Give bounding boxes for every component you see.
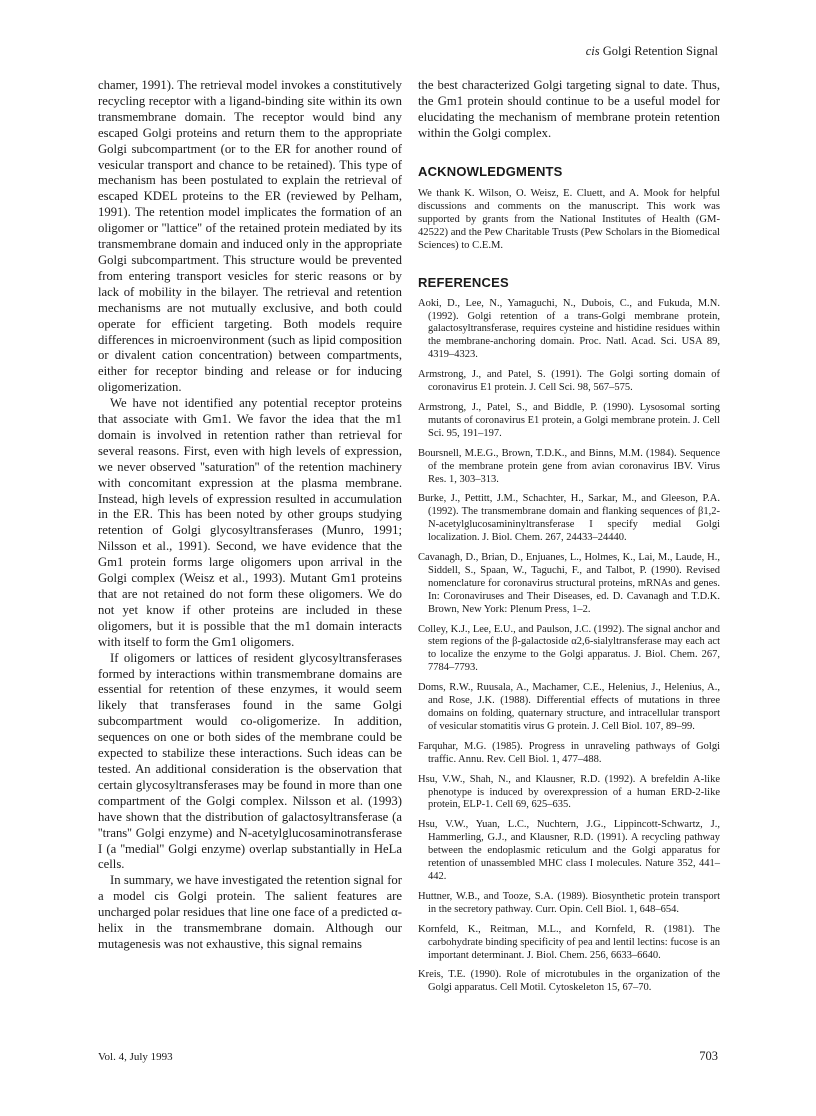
reference-item: Hsu, V.W., Shah, N., and Klausner, R.D. (1992). A brefeldin A-like phenotype is induced by overexpression of a human ERD-2-like protein, ELP-1. Cell 69, 625–635. (418, 773, 720, 811)
body-paragraph: chamer, 1991). The retrieval model invokes a constitutively recycling receptor with a ligand-binding site within its own transmembrane domain. The receptor would bind any escaped Golgi proteins and return them to the appropriate Golgi subcompartment (or to the ER for another round of vesicular transport and chance to be retained). This type of mechanism has been postulated to explain the retrieval of escaped KDEL proteins to the ER (reviewed by Pelham, 1991). The retention model implicates the formation of an oligomer or ''lattice'' of the retained protein mediated by its transmembrane domain and induced only in the appropriate Golgi subcompartment. This structure would be prevented from entering transport vesicles for steric reasons or by lack of mobility in the bilayer. The retrieval and retention mechanisms are not mutually exclusive, and both could operate for efficient targeting. Both models require differences in microenvironment (such as lipid composition or divalent cation concentration) between compartments, either for receptor binding and release or for inducing oligomerization. (98, 78, 402, 395)
reference-item: Farquhar, M.G. (1985). Progress in unraveling pathways of Golgi traffic. Annu. Rev. Cell Biol. 1, 477–488. (418, 740, 720, 765)
body-paragraph: We have not identified any potential receptor proteins that associate with Gm1. We favor the idea that the m1 domain is involved in retention rather than retrieval for several reasons. First, even with high levels of expression, we never observed ''saturation'' of the retention machinery with concomitant expression at the plasma membrane. Instead, high levels of expression resulted in accumulation in the ER. This has been noted by other groups studying retention of Golgi glycosyltransferases (Munro, 1991; Nilsson et al., 1991). Second, we have evidence that the Gm1 protein forms large oligomers upon arrival in the Golgi complex (Weisz et al., 1993). Mutant Gm1 proteins that are not retained do not form these oligomers. We do not yet know if other proteins are included in these oligomers, but it is possible that the m1 domain interacts with itself to form the Gm1 oligomers. (98, 396, 402, 649)
acknowledgments-heading: ACKNOWLEDGMENTS (418, 163, 563, 179)
acknowledgments-text: We thank K. Wilson, O. Weisz, E. Cluett, and A. Mook for helpful discussions and comments on the manuscript. This work was supported by grants from the National Institutes of Health (GM-42522) and the Pew Charitable Trusts (Pew Scholars in the Biomedical Sciences) to C.E.M. (418, 187, 720, 252)
body-paragraph-continued: the best characterized Golgi targeting signal to date. Thus, the Gm1 protein should continue to be a useful model for elucidating the mechanism of membrane protein retention within the Golgi complex. (418, 78, 720, 140)
reference-item: Kreis, T.E. (1990). Role of microtubules in the organization of the Golgi apparatus. Cell Motil. Cytoskeleton 15, 67–70. (418, 969, 720, 994)
reference-item: Kornfeld, K., Reitman, M.L., and Kornfeld, R. (1981). The carbohydrate binding specificity of pea and lentil lectins: fucose is an important determinant. J. Biol. Chem. 256, 6633–6640. (418, 923, 720, 961)
reference-item: Armstrong, J., and Patel, S. (1991). The Golgi sorting domain of coronavirus E1 protein. J. Cell Sci. 98, 567–575. (418, 369, 720, 394)
reference-item: Burke, J., Pettitt, J.M., Schachter, H., Sarkar, M., and Gleeson, P.A. (1992). The transmembrane domain and flanking sequences of β1,2-N-acetylglucosamininyltransferase I specify medial Golgi localization. J. Biol. Chem. 267, 24433–24440. (418, 493, 720, 544)
reference-item: Hsu, V.W., Yuan, L.C., Nuchtern, J.G., Lippincott-Schwartz, J., Hammerling, G.J., and Klausner, R.D. (1991). A recycling pathway between the endoplasmic reticulum and the Golgi apparatus for retention of unassembled MHC class I molecules. Nature 352, 441–442. (418, 819, 720, 882)
page-number: 703 (699, 1049, 718, 1063)
reference-item: Cavanagh, D., Brian, D., Enjuanes, L., Holmes, K., Lai, M., Laude, H., Siddell, S., Spaan, W., Taguchi, F., and Talbot, P. (1990). Revised nomenclature for coronavirus structural proteins, mRNAs and genes. In: Coronaviruses and Their Diseases, ed. D. Cavanagh and T.D.K. Brown, New York: Plenum Press, 1–2. (418, 552, 720, 615)
reference-item: Boursnell, M.E.G., Brown, T.D.K., and Binns, M.M. (1984). Sequence of the membrane protein gene from avian coronavirus IBV. Virus Res. 1, 303–313. (418, 447, 720, 485)
reference-item: Doms, R.W., Ruusala, A., Machamer, C.E., Helenius, J., Helenius, A., and Rose, J.K. (1988). Differential effects of mutations in three domains on folding, quaternary structure, and intracellular transport of vesicular stomatitis virus G protein. J. Cell Biol. 107, 89–99. (418, 682, 720, 732)
reference-item: Aoki, D., Lee, N., Yamaguchi, N., Dubois, C., and Fukuda, M.N. (1992). Golgi retention of a trans-Golgi membrane protein, galactosyltransferase, requires cysteine and histidine residues within the membrane-anchoring domain. Proc. Natl. Acad. Sci. USA 89, 4319–4323. (418, 297, 720, 361)
running-head-text: Golgi Retention Signal (599, 44, 718, 58)
references-heading: REFERENCES (418, 274, 509, 290)
body-paragraph: If oligomers or lattices of resident glycosyltransferases formed by interactions within transmembrane domains are essential for retention of these enzymes, it would seem likely that transferases found in the same Golgi subcompartment would co-oligomerize. In addition, sequences on one or both sides of the membrane could be expected to stabilize these interactions. Such ideas can be tested. An additional consideration is the observation that certain glycosyltransferases may be found in more than one compartment of the Golgi complex. Nilsson et al. (1993) have shown that the distribution of galactosyltransferase (a ''trans'' Golgi enzyme) and N-acetylglucosaminotransferase I (a ''medial'' Golgi enzyme) overlap substantially in HeLa cells. (98, 650, 402, 872)
running-head (586, 44, 718, 59)
reference-item: Huttner, W.B., and Tooze, S.A. (1989). Biosynthetic protein transport in the secretory pathway. Curr. Opin. Cell Biol. 1, 648–654. (418, 890, 720, 915)
journal-volume-date: Vol. 4, July 1993 (98, 1051, 173, 1063)
reference-list (418, 298, 720, 996)
reference-item: Colley, K.J., Lee, E.U., and Paulson, J.C. (1992). The signal anchor and stem regions of the β-galactoside α2,6-sialyltransferase may each act to localize the enzyme to the Golgi apparatus. J. Biol. Chem. 267, 7784–7793. (418, 623, 720, 674)
body-paragraph: In summary, we have investigated the retention signal for a model cis Golgi protein. The salient features are uncharged polar residues that line one face of a predicted α-helix in the transmembrane domain. Although our mutagenesis was not exhaustive, this signal remains (98, 873, 402, 951)
left-column (98, 78, 402, 953)
reference-item: Armstrong, J., Patel, S., and Biddle, P. (1990). Lysosomal sorting mutants of coronavirus E1 protein, a Golgi membrane protein. J. Cell Sci. 95, 191–197. (418, 401, 720, 439)
right-column (418, 78, 720, 1002)
running-head-italic: cis (585, 44, 600, 58)
